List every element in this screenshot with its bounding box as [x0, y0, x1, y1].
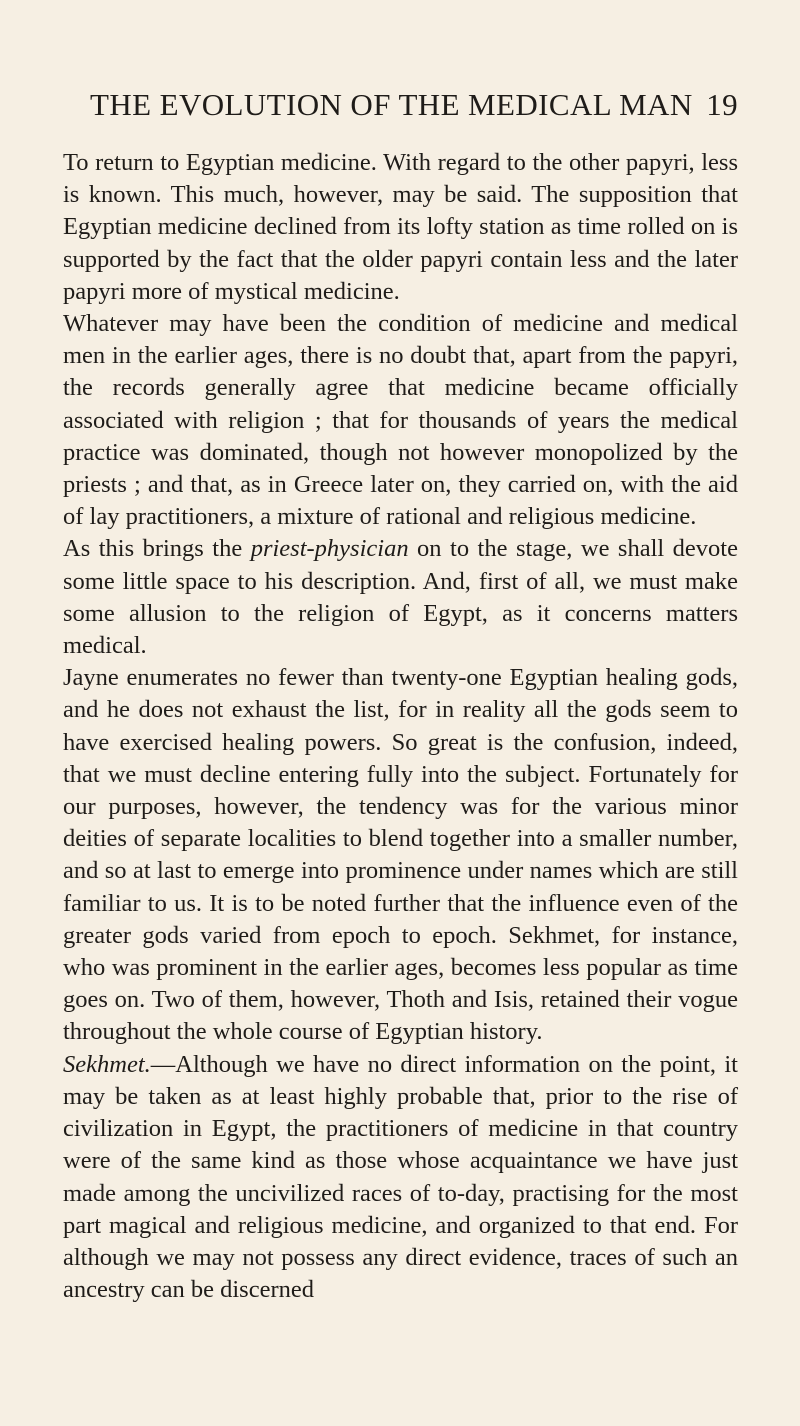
running-head-title: THE EVOLUTION OF THE MEDICAL MAN	[90, 87, 693, 122]
paragraph	[63, 147, 738, 308]
body-text	[63, 147, 738, 1306]
section-run-in-heading: Sekhmet.	[63, 1050, 151, 1078]
paragraph	[63, 533, 738, 662]
paragraph-text: on to the stage, we shall devote some little space to his description. And, first of all, we must make some allusion to the religion of Egypt, as it concerns matters medical.	[63, 535, 738, 660]
paragraph-text: —Although we have no direct information on the point, it may be taken as at least highly probable that, prior to the rise of civilization in Egypt, the practitioners of medicine in that country were of the same kind as those whose acquaintance we have just made among the uncivilized races of to-day, practising for the most part magical and religious medicine, and organized to that end. For although we may not possess any direct evidence, traces of such an ancestry can be discerned	[63, 1050, 738, 1304]
page-number: 19	[706, 87, 738, 122]
paragraph-text: Whatever may have been the condition of medicine and medical men in the earlier ages, there is no doubt that, apart from the papyri, the records generally agree that medicine became officially associated with religion ; that for thousands of years the medical practice was dominated, though not however monopolized by the priests ; and that, as in Greece later on, they carried on, with the aid of lay practitioners, a mixture of rational and religious medicine.	[63, 310, 738, 531]
paragraph	[63, 662, 738, 1048]
italic-term: priest-physician	[250, 535, 409, 563]
paragraph-text: Jayne enumerates no fewer than twenty-one Egyptian healing gods, and he does not exhaust the list, for in reality all the gods seem to have exercised healing powers. So great is the confusion, indeed, that we must decline entering fully into the subject. Fortunately for our purposes, however, the tendency was for the various minor deities of separate localities to blend together into a smaller number, and so at last to emerge into prominence under names which are still familiar to us. It is to be noted further that the influence even of the greater gods varied from epoch to epoch. Sekhmet, for instance, who was prominent in the earlier ages, becomes less popular as time goes on. Two of them, however, Thoth and Isis, retained their vogue throughout the whole course of Egyptian history.	[63, 664, 738, 1046]
paragraph	[63, 1049, 738, 1307]
paragraph-text: To return to Egyptian medicine. With regard to the other papyri, less is known. This much, however, may be said. The supposition that Egyptian medicine declined from its lofty station as time rolled on is supported by the fact that the older papyri contain less and the later papyri more of mystical medicine.	[63, 149, 738, 305]
paragraph	[63, 308, 738, 533]
running-head	[90, 87, 738, 127]
paragraph-text: As this brings the	[63, 535, 251, 563]
